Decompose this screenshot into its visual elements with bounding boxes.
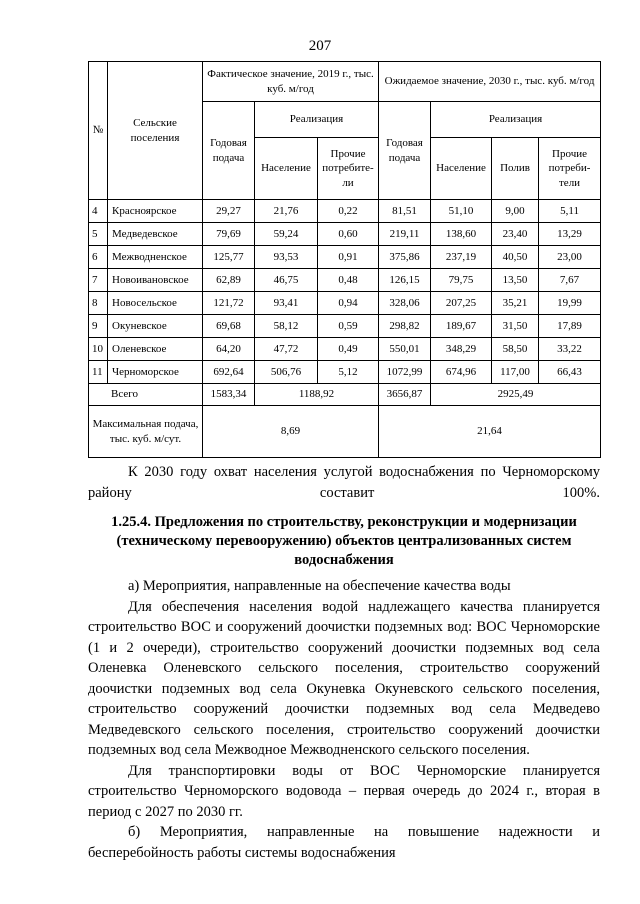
header-other-2030: Прочие потреби-тели: [539, 138, 601, 200]
cell-a2: 46,75: [255, 269, 318, 292]
cell-a2: 59,24: [255, 223, 318, 246]
cell-b4: 33,22: [539, 338, 601, 361]
header-annual-supply-2030: Годовая подача: [379, 102, 431, 200]
cell-b3: 35,21: [492, 292, 539, 315]
cell-name: Окуневское: [108, 315, 203, 338]
header-no: №: [89, 62, 108, 200]
quality-measures-paragraph: а) Мероприятия, направленные на обеспечение качества воды: [128, 578, 511, 594]
header-annual-supply-2019: Годовая подача: [203, 102, 255, 200]
cell-n: 9: [89, 315, 108, 338]
total-label: Всего: [89, 384, 203, 406]
total-supply-2030: 3656,87: [379, 384, 431, 406]
cell-b2: 237,19: [431, 246, 492, 269]
cell-n: 10: [89, 338, 108, 361]
cell-n: 8: [89, 292, 108, 315]
max-supply-2019: 8,69: [203, 406, 379, 458]
max-supply-2030: 21,64: [379, 406, 601, 458]
total-row: [89, 384, 601, 406]
cell-b3: 58,50: [492, 338, 539, 361]
cell-b4: 19,99: [539, 292, 601, 315]
total-realization-2030: 2925,49: [431, 384, 601, 406]
table-row: [89, 223, 601, 246]
cell-a1: 64,20: [203, 338, 255, 361]
cell-a1: 62,89: [203, 269, 255, 292]
coverage-paragraph: К 2030 году охват населения услугой водоснабжения по Черноморскому району составит 100%.: [88, 464, 600, 501]
header-other-2019: Прочие потребите-ли: [318, 138, 379, 200]
cell-b4: 5,11: [539, 200, 601, 223]
cell-a1: 29,27: [203, 200, 255, 223]
cell-name: Новоивановское: [108, 269, 203, 292]
cell-b1: 81,51: [379, 200, 431, 223]
reliability-measures-paragraph: б) Мероприятия, направленные на повышение надежности и бесперебойность работы системы водоснабжения: [88, 824, 600, 861]
cell-b1: 375,86: [379, 246, 431, 269]
cell-a3: 0,91: [318, 246, 379, 269]
cell-b2: 207,25: [431, 292, 492, 315]
cell-n: 4: [89, 200, 108, 223]
header-irrigation-2030: Полив: [492, 138, 539, 200]
water-supply-table: [88, 61, 601, 458]
cell-a3: 0,94: [318, 292, 379, 315]
cell-b3: 31,50: [492, 315, 539, 338]
cell-b4: 23,00: [539, 246, 601, 269]
cell-b3: 9,00: [492, 200, 539, 223]
table-row: [89, 361, 601, 384]
cell-n: 11: [89, 361, 108, 384]
cell-b3: 13,50: [492, 269, 539, 292]
cell-name: Черноморское: [108, 361, 203, 384]
total-realization-2019: 1188,92: [255, 384, 379, 406]
header-expected-2030: Ожидаемое значение, 2030 г., тыс. куб. м/год: [379, 62, 601, 102]
cell-b4: 13,29: [539, 223, 601, 246]
cell-a3: 0,59: [318, 315, 379, 338]
cell-b1: 1072,99: [379, 361, 431, 384]
cell-name: Красноярское: [108, 200, 203, 223]
cell-b2: 189,67: [431, 315, 492, 338]
cell-b2: 674,96: [431, 361, 492, 384]
cell-a2: 93,41: [255, 292, 318, 315]
cell-b1: 328,06: [379, 292, 431, 315]
cell-a2: 93,53: [255, 246, 318, 269]
header-realization-2030: Реализация: [431, 102, 601, 138]
cell-a2: 21,76: [255, 200, 318, 223]
cell-b2: 79,75: [431, 269, 492, 292]
cell-name: Медведевское: [108, 223, 203, 246]
max-row: [89, 406, 601, 458]
cell-b1: 550,01: [379, 338, 431, 361]
cell-a2: 506,76: [255, 361, 318, 384]
total-supply-2019: 1583,34: [203, 384, 255, 406]
cell-name: Новосельское: [108, 292, 203, 315]
cell-b4: 17,89: [539, 315, 601, 338]
cell-b4: 66,43: [539, 361, 601, 384]
cell-a2: 58,12: [255, 315, 318, 338]
max-label: Максимальная подача, тыс. куб. м/сут.: [89, 406, 203, 458]
table-row: [89, 200, 601, 223]
cell-b1: 298,82: [379, 315, 431, 338]
cell-a3: 0,48: [318, 269, 379, 292]
cell-b1: 126,15: [379, 269, 431, 292]
cell-a1: 79,69: [203, 223, 255, 246]
cell-a1: 692,64: [203, 361, 255, 384]
section-heading: 1.25.4. Предложения по строительству, реконструкции и модернизации (техническому перевооружению) объектов централизованных систем водоснабжения: [111, 514, 577, 568]
header-realization-2019: Реализация: [255, 102, 379, 138]
header-settlements: Сельские поселения: [108, 62, 203, 200]
cell-a1: 125,77: [203, 246, 255, 269]
table-row: [89, 315, 601, 338]
table-row: [89, 269, 601, 292]
water-pipeline-paragraph: Для транспортировки воды от ВОС Черноморские планируется строительство Черноморского водовода – первая очередь до 2024 г., вторая в период с 2027 по 2030 гг.: [88, 762, 600, 820]
cell-a1: 121,72: [203, 292, 255, 315]
cell-b2: 138,60: [431, 223, 492, 246]
cell-a3: 0,49: [318, 338, 379, 361]
header-population-2030: Население: [431, 138, 492, 200]
header-population-2019: Население: [255, 138, 318, 200]
header-actual-2019: Фактическое значение, 2019 г., тыс. куб. м/год: [203, 62, 379, 102]
cell-name: Оленевское: [108, 338, 203, 361]
cell-a2: 47,72: [255, 338, 318, 361]
cell-b2: 51,10: [431, 200, 492, 223]
cell-a3: 0,22: [318, 200, 379, 223]
table-row: [89, 246, 601, 269]
cell-n: 7: [89, 269, 108, 292]
cell-b1: 219,11: [379, 223, 431, 246]
table-row: [89, 338, 601, 361]
cell-n: 5: [89, 223, 108, 246]
treatment-construction-paragraph: Для обеспечения населения водой надлежащего качества планируется строительство ВОС и сооружений доочистки подземных вод: ВОС Черноморские (1 и 2 очереди), строительство сооружений доочистки подземных вод села Оленевка Оленевского сельского поселения, строительство сооружений доочистки подземных вод села Окуневка Окуневского сельского поселения, строительство сооружений доочистки подземных вод села Медведево Медведевского сельского поселения, строительство сооружений доочистки подземных вод села Межводное Межводненского сельского поселения.: [88, 598, 600, 758]
cell-n: 6: [89, 246, 108, 269]
cell-name: Межводненское: [108, 246, 203, 269]
cell-b3: 117,00: [492, 361, 539, 384]
page-number: 207: [308, 38, 332, 54]
cell-b4: 7,67: [539, 269, 601, 292]
cell-a3: 5,12: [318, 361, 379, 384]
cell-b3: 23,40: [492, 223, 539, 246]
cell-a3: 0,60: [318, 223, 379, 246]
body-text: [88, 462, 600, 863]
table-row: [89, 292, 601, 315]
cell-b2: 348,29: [431, 338, 492, 361]
cell-b3: 40,50: [492, 246, 539, 269]
cell-a1: 69,68: [203, 315, 255, 338]
